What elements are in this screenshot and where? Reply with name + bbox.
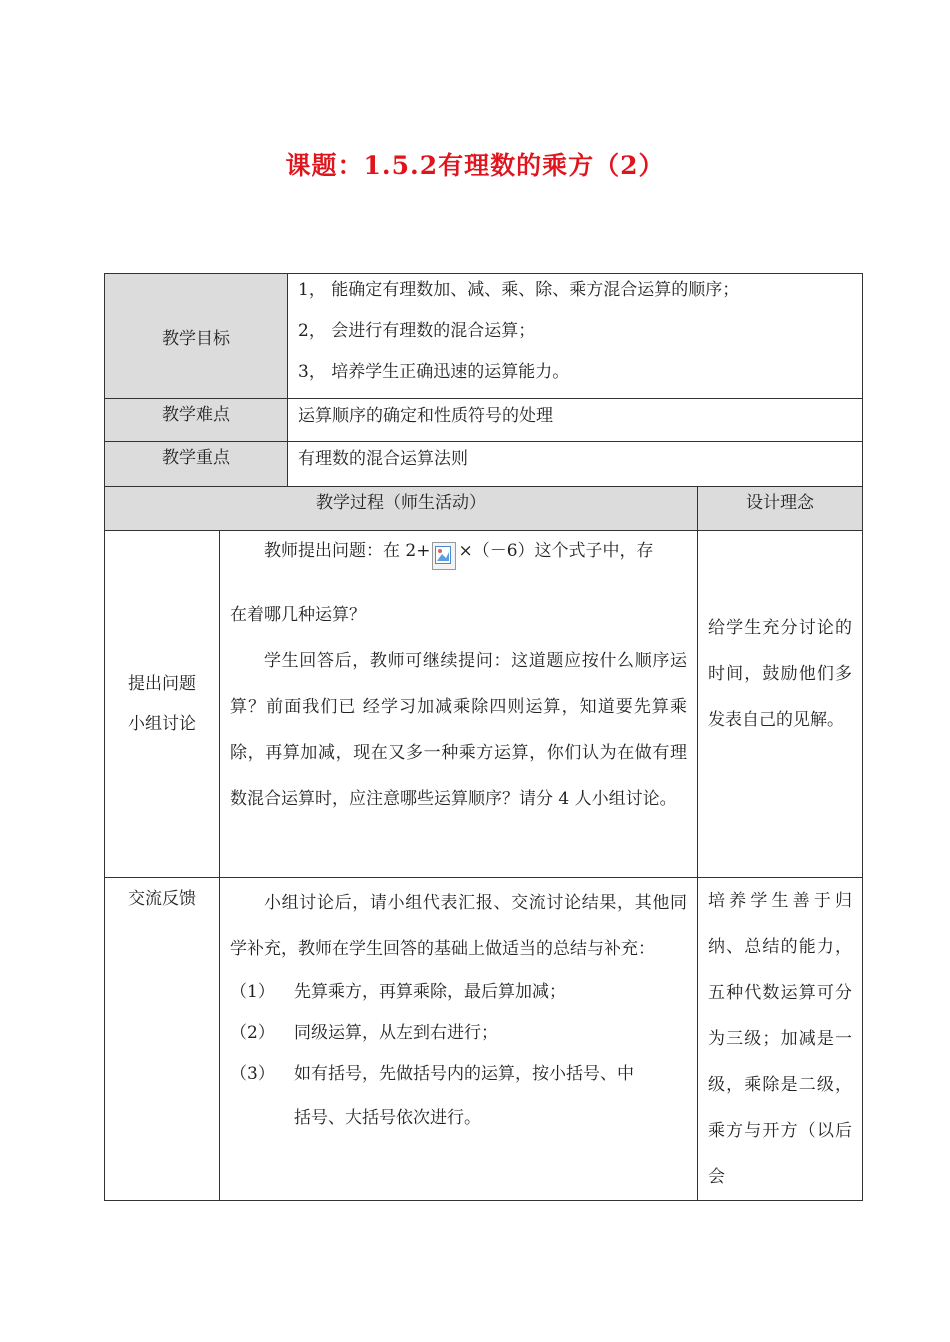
goal-item-3: 3， 培养学生正确迅速的运算能力。 <box>298 362 570 382</box>
goals-content <box>288 274 863 399</box>
step-number: （3） <box>230 1064 275 1084</box>
difficulty-row <box>105 399 863 442</box>
question-before: 教师提出问题：在 2+ <box>264 541 431 561</box>
section1-label-line2: 小组讨论 <box>128 714 196 734</box>
step-text: 如有括号，先做括号内的运算，按小括号、中 <box>294 1064 634 1084</box>
goal-item-2: 2， 会进行有理数的混合运算； <box>298 321 536 341</box>
focus-text: 有理数的混合运算法则 <box>288 442 863 487</box>
section2-row <box>105 878 863 1201</box>
section1-label-line1: 提出问题 <box>128 674 196 694</box>
step-item <box>230 1013 687 1054</box>
section2-design-text: 培养学生善于归纳、总结的能力，五种代数运算可分为三级；加减是一级，乘除是二级，乘方与开方（以后会 <box>708 891 852 1187</box>
section1-label <box>105 531 220 878</box>
difficulty-text: 运算顺序的确定和性质符号的处理 <box>288 399 863 442</box>
goal-item-1: 1， 能确定有理数加、减、乘、除、乘方混合运算的顺序； <box>298 280 740 300</box>
step3-continuation: 括号、大括号依次进行。 <box>294 1108 481 1128</box>
section2-steps <box>220 972 697 1141</box>
step-text: 同级运算，从左到右进行； <box>294 1023 498 1043</box>
broken-image-icon <box>432 542 456 570</box>
goals-row <box>105 274 863 399</box>
page-title: 课题：1.5.2有理数的乘方（2） <box>285 151 665 180</box>
section1-design <box>698 531 863 878</box>
section1-question <box>220 531 697 570</box>
question-after: ×（－6）这个式子中，存 <box>458 541 654 561</box>
process-header: 教学过程（师生活动） <box>105 487 698 531</box>
step-number: （2） <box>230 1023 275 1043</box>
section2-content <box>220 878 698 1201</box>
process-header-row <box>105 487 863 531</box>
focus-label: 教学重点 <box>105 442 288 487</box>
step-item <box>230 972 687 1013</box>
section1-question-line2: 在着哪几种运算？ <box>230 605 366 625</box>
focus-row <box>105 442 863 487</box>
lesson-plan-table <box>104 273 863 1201</box>
section2-design <box>698 878 863 1201</box>
section1-content <box>220 531 698 878</box>
step-number: （1） <box>230 982 275 1002</box>
step-text: 先算乘方，再算乘除，最后算加减； <box>294 982 566 1002</box>
goals-label: 教学目标 <box>105 274 288 399</box>
section2-intro: 小组讨论后，请小组代表汇报、交流讨论结果，其他同学补充，教师在学生回答的基础上做适当的总结与补充： <box>230 893 687 959</box>
section2-label: 交流反馈 <box>105 878 220 1201</box>
section1-paragraph2: 学生回答后，教师可继续提问：这道题应按什么顺序运算？前面我们已 经学习加减乘除四则运算，知道要先算乘除，再算加减，现在又多一种乘方运算，你们认为在做有理数混合运算时，应注意哪些运算顺序？请分 4 人小组讨论。 <box>230 651 687 809</box>
section1-row <box>105 531 863 878</box>
difficulty-label: 教学难点 <box>105 399 288 442</box>
step-item <box>230 1054 687 1095</box>
design-header: 设计理念 <box>698 487 863 531</box>
section1-design-text: 给学生充分讨论的时间，鼓励他们多发表自己的见解。 <box>708 618 852 730</box>
